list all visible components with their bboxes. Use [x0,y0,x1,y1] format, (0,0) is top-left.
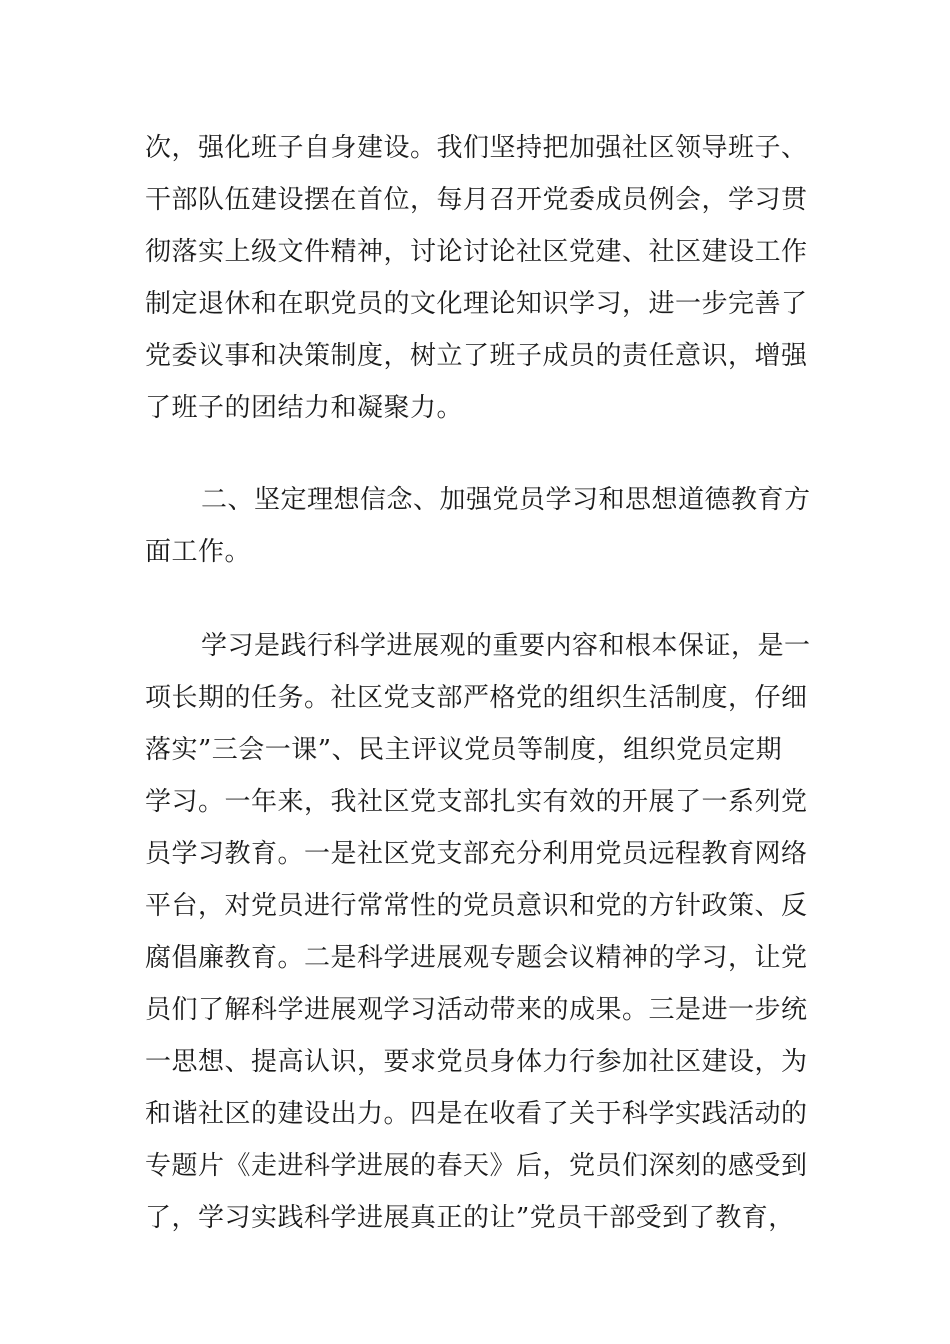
text-line: 落实”三会一课”、民主评议党员等制度，组织党员定期 [145,735,783,765]
text-line: 一思想、提高认识，要求党员身体力行参加社区建设，为 [145,1047,808,1077]
text-line: 腐倡廉教育。二是科学进展观专题会议精神的学习，让党 [145,943,808,973]
text-line: 学习是践行科学进展观的重要内容和根本保证，是一 [201,631,811,661]
paragraph-leadership-building [145,122,810,434]
text-line: 彻落实上级文件精神，讨论讨论社区党建、社区建设工作 [145,237,808,267]
text-line: 和谐社区的建设出力。四是在收看了关于科学实践活动的 [145,1099,808,1129]
text-line: 项长期的任务。社区党支部严格党的组织生活制度，仔细 [145,683,808,713]
text-line: 次，强化班子自身建设。我们坚持把加强社区领导班子、 [145,133,808,163]
text-line: 学习。一年来，我社区党支部扎实有效的开展了一系列党 [145,787,808,817]
text-line: 平台，对党员进行常常性的党员意识和党的方针政策、反 [145,891,808,921]
text-line: 了班子的团结力和凝聚力。 [145,393,464,423]
text-line: 党委议事和决策制度，树立了班子成员的责任意识，增强 [145,341,808,371]
text-line: 了，学习实践科学进展真正的让”党员干部受到了教育， [145,1203,795,1233]
heading-line: 二、坚定理想信念、加强党员学习和思想道德教育方 [201,485,811,515]
text-line: 干部队伍建设摆在首位，每月召开党委成员例会，学习贯 [145,185,808,215]
text-line: 专题片《走进科学进展的春天》后，党员们深刻的感受到 [145,1151,808,1181]
text-line: 制定退休和在职党员的文化理论知识学习，进一步完善了 [145,289,808,319]
text-line: 员学习教育。一是社区党支部充分利用党员远程教育网络 [145,839,808,869]
section-heading-2 [145,474,810,578]
paragraph-party-education [145,620,810,1244]
heading-line: 面工作。 [145,537,252,567]
text-line: 员们了解科学进展观学习活动带来的成果。三是进一步统 [145,995,808,1025]
